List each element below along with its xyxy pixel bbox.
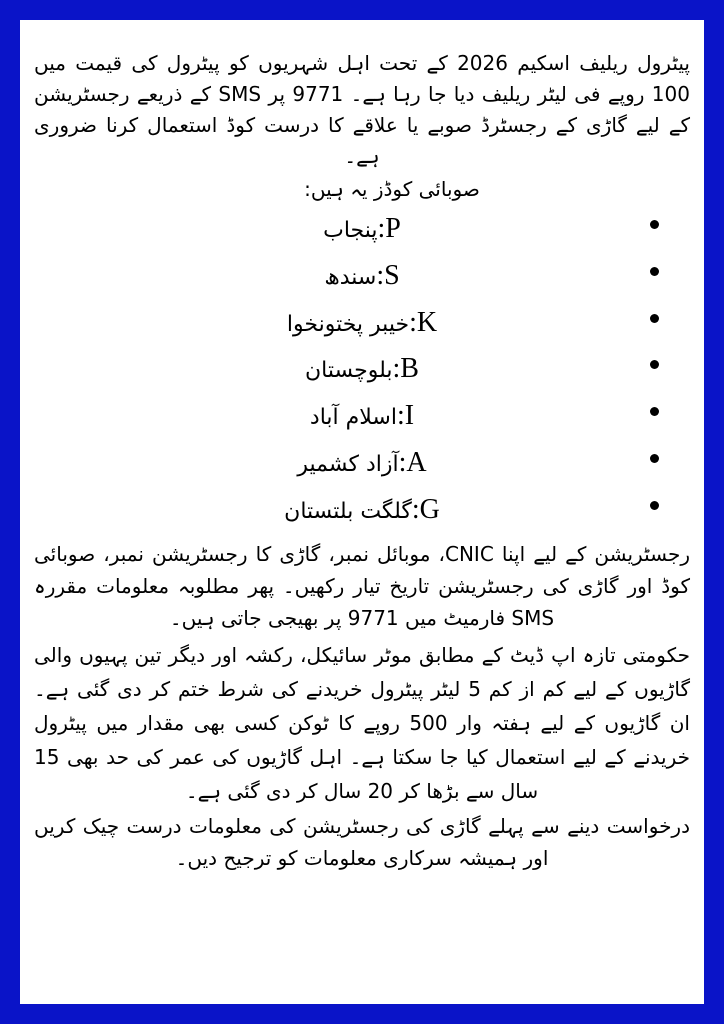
province-name: بلوچستان — [305, 358, 393, 384]
list-item — [20, 346, 704, 393]
list-item — [20, 440, 704, 487]
intro-paragraph: پیٹرول ریلیف اسکیم 2026 کے تحت اہل شہریوں کو پیٹرول کی قیمت میں 100 روپے فی لیٹر ریلیف دیا جا رہا ہے۔ 9771 پر SMS کے ذریعے رجسٹریشن کے لیے گاڑی کے رجسٹرڈ صوبے یا علاقے کا درست کوڈ استعمال کرنا ضروری ہے۔ — [34, 51, 690, 168]
codes-heading: صوبائی کوڈز یہ ہیں: — [304, 177, 480, 201]
province-code-list — [20, 206, 704, 534]
province-name: گلگت بلتستان — [284, 498, 412, 524]
province-name: خیبر پختونخوا — [286, 311, 410, 337]
list-item — [20, 393, 704, 440]
list-item — [20, 300, 704, 347]
province-code: K: — [409, 306, 438, 338]
province-name: سندھ — [324, 264, 377, 290]
list-item — [20, 253, 704, 300]
registration-paragraph: رجسٹریشن کے لیے اپنا CNIC، موبائل نمبر، گاڑی کا رجسٹریشن نمبر، صوبائی کوڈ اور گاڑی کی رجسٹریشن تاریخ تیار رکھیں۔ پھر مطلوبہ معلومات مقررہ SMS فارمیٹ میں 9771 پر بھیجی جاتی ہیں۔ — [34, 542, 690, 630]
list-item — [20, 487, 704, 534]
update-paragraph: حکومتی تازہ اپ ڈیٹ کے مطابق موٹر سائیکل، رکشہ اور دیگر تین پہیوں والی گاڑیوں کے لیے کم از کم 5 لیٹر پیٹرول خریدنے کی شرط ختم کر دی گئی ہے۔ ان گاڑیوں کے لیے ہفتہ وار 500 روپے کا ٹوکن کسی بھی مقدار میں پیٹرول خریدنے کے لیے استعمال کیا جا سکتا ہے۔ اہل گاڑیوں کی عمر کی حد بھی 15 سال سے بڑھا کر 20 سال کر دی گئی ہے۔ — [34, 643, 690, 803]
province-name: آزاد کشمیر — [297, 451, 399, 477]
province-code: A: — [398, 446, 427, 478]
province-name: اسلام آباد — [309, 405, 397, 431]
province-code: I: — [396, 400, 415, 432]
province-code: P: — [377, 213, 401, 244]
province-code: G: — [411, 493, 440, 525]
advice-paragraph: درخواست دینے سے پہلے گاڑی کی رجسٹریشن کی معلومات درست چیک کریں اور ہمیشہ سرکاری معلومات کو ترجیح دیں۔ — [34, 814, 690, 870]
document-body — [20, 20, 704, 1004]
list-item — [20, 206, 704, 253]
province-code: B: — [392, 353, 419, 385]
province-code: S: — [376, 259, 400, 291]
province-name: پنجاب — [323, 218, 378, 243]
